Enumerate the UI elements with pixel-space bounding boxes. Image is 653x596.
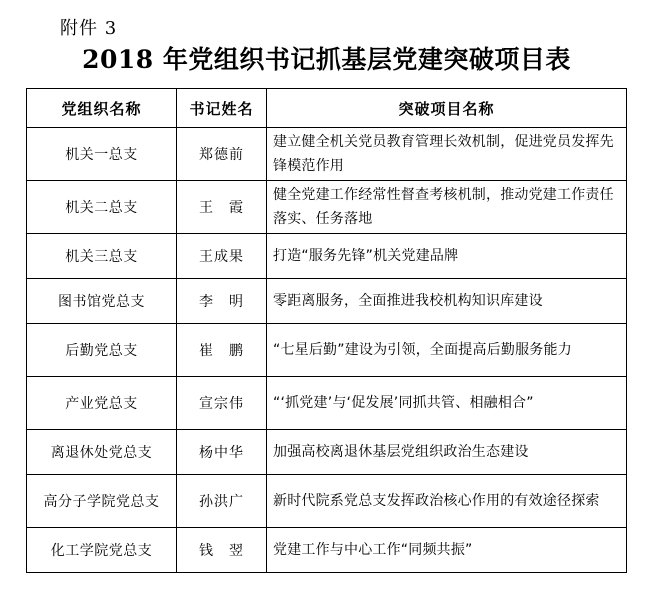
table-row — [27, 279, 627, 324]
attachment-label: 附件 3 — [60, 18, 118, 39]
cell-project: 新时代院系党总支发挥政治核心作用的有效途径探索 — [267, 475, 627, 528]
cell-secretary: 崔 鹏 — [177, 324, 267, 377]
cell-org: 化工学院党总支 — [27, 528, 177, 573]
page-title: 2018 年党组织书记抓基层党建突破项目表 — [82, 45, 571, 74]
column-header-project: 突破项目名称 — [267, 89, 627, 128]
table-header-row — [27, 89, 627, 128]
table-row — [27, 324, 627, 377]
table-row — [27, 430, 627, 475]
table-row — [27, 475, 627, 528]
cell-org: 机关二总支 — [27, 181, 177, 234]
party-project-table — [26, 88, 627, 573]
cell-org: 高分子学院党总支 — [27, 475, 177, 528]
table-header — [27, 89, 627, 128]
cell-org: 机关三总支 — [27, 234, 177, 279]
cell-project: “‘抓党建’与‘促发展’同抓共管、相融相合” — [267, 377, 627, 430]
cell-project: “七星后勤”建设为引领，全面提高后勤服务能力 — [267, 324, 627, 377]
column-header-secretary: 书记姓名 — [177, 89, 267, 128]
cell-secretary: 王 霞 — [177, 181, 267, 234]
cell-org: 图书馆党总支 — [27, 279, 177, 324]
cell-secretary: 王成果 — [177, 234, 267, 279]
cell-project: 党建工作与中心工作“同频共振” — [267, 528, 627, 573]
cell-org: 离退休处党总支 — [27, 430, 177, 475]
cell-secretary: 李 明 — [177, 279, 267, 324]
table-body — [27, 128, 627, 573]
table-row — [27, 377, 627, 430]
table-container — [26, 88, 626, 573]
table-row — [27, 181, 627, 234]
cell-org: 产业党总支 — [27, 377, 177, 430]
column-header-org: 党组织名称 — [27, 89, 177, 128]
cell-secretary: 孙洪广 — [177, 475, 267, 528]
cell-secretary: 郑德前 — [177, 128, 267, 181]
table-row — [27, 128, 627, 181]
cell-secretary: 宣宗伟 — [177, 377, 267, 430]
table-row — [27, 234, 627, 279]
cell-project: 零距离服务，全面推进我校机构知识库建设 — [267, 279, 627, 324]
cell-secretary: 钱 翌 — [177, 528, 267, 573]
cell-project: 加强高校离退休基层党组织政治生态建设 — [267, 430, 627, 475]
table-row — [27, 528, 627, 573]
cell-org: 机关一总支 — [27, 128, 177, 181]
cell-project: 建立健全机关党员教育管理长效机制，促进党员发挥先锋模范作用 — [267, 128, 627, 181]
cell-secretary: 杨中华 — [177, 430, 267, 475]
cell-org: 后勤党总支 — [27, 324, 177, 377]
cell-project: 打造“服务先锋”机关党建品牌 — [267, 234, 627, 279]
cell-project: 健全党建工作经常性督查考核机制，推动党建工作责任落实、任务落地 — [267, 181, 627, 234]
